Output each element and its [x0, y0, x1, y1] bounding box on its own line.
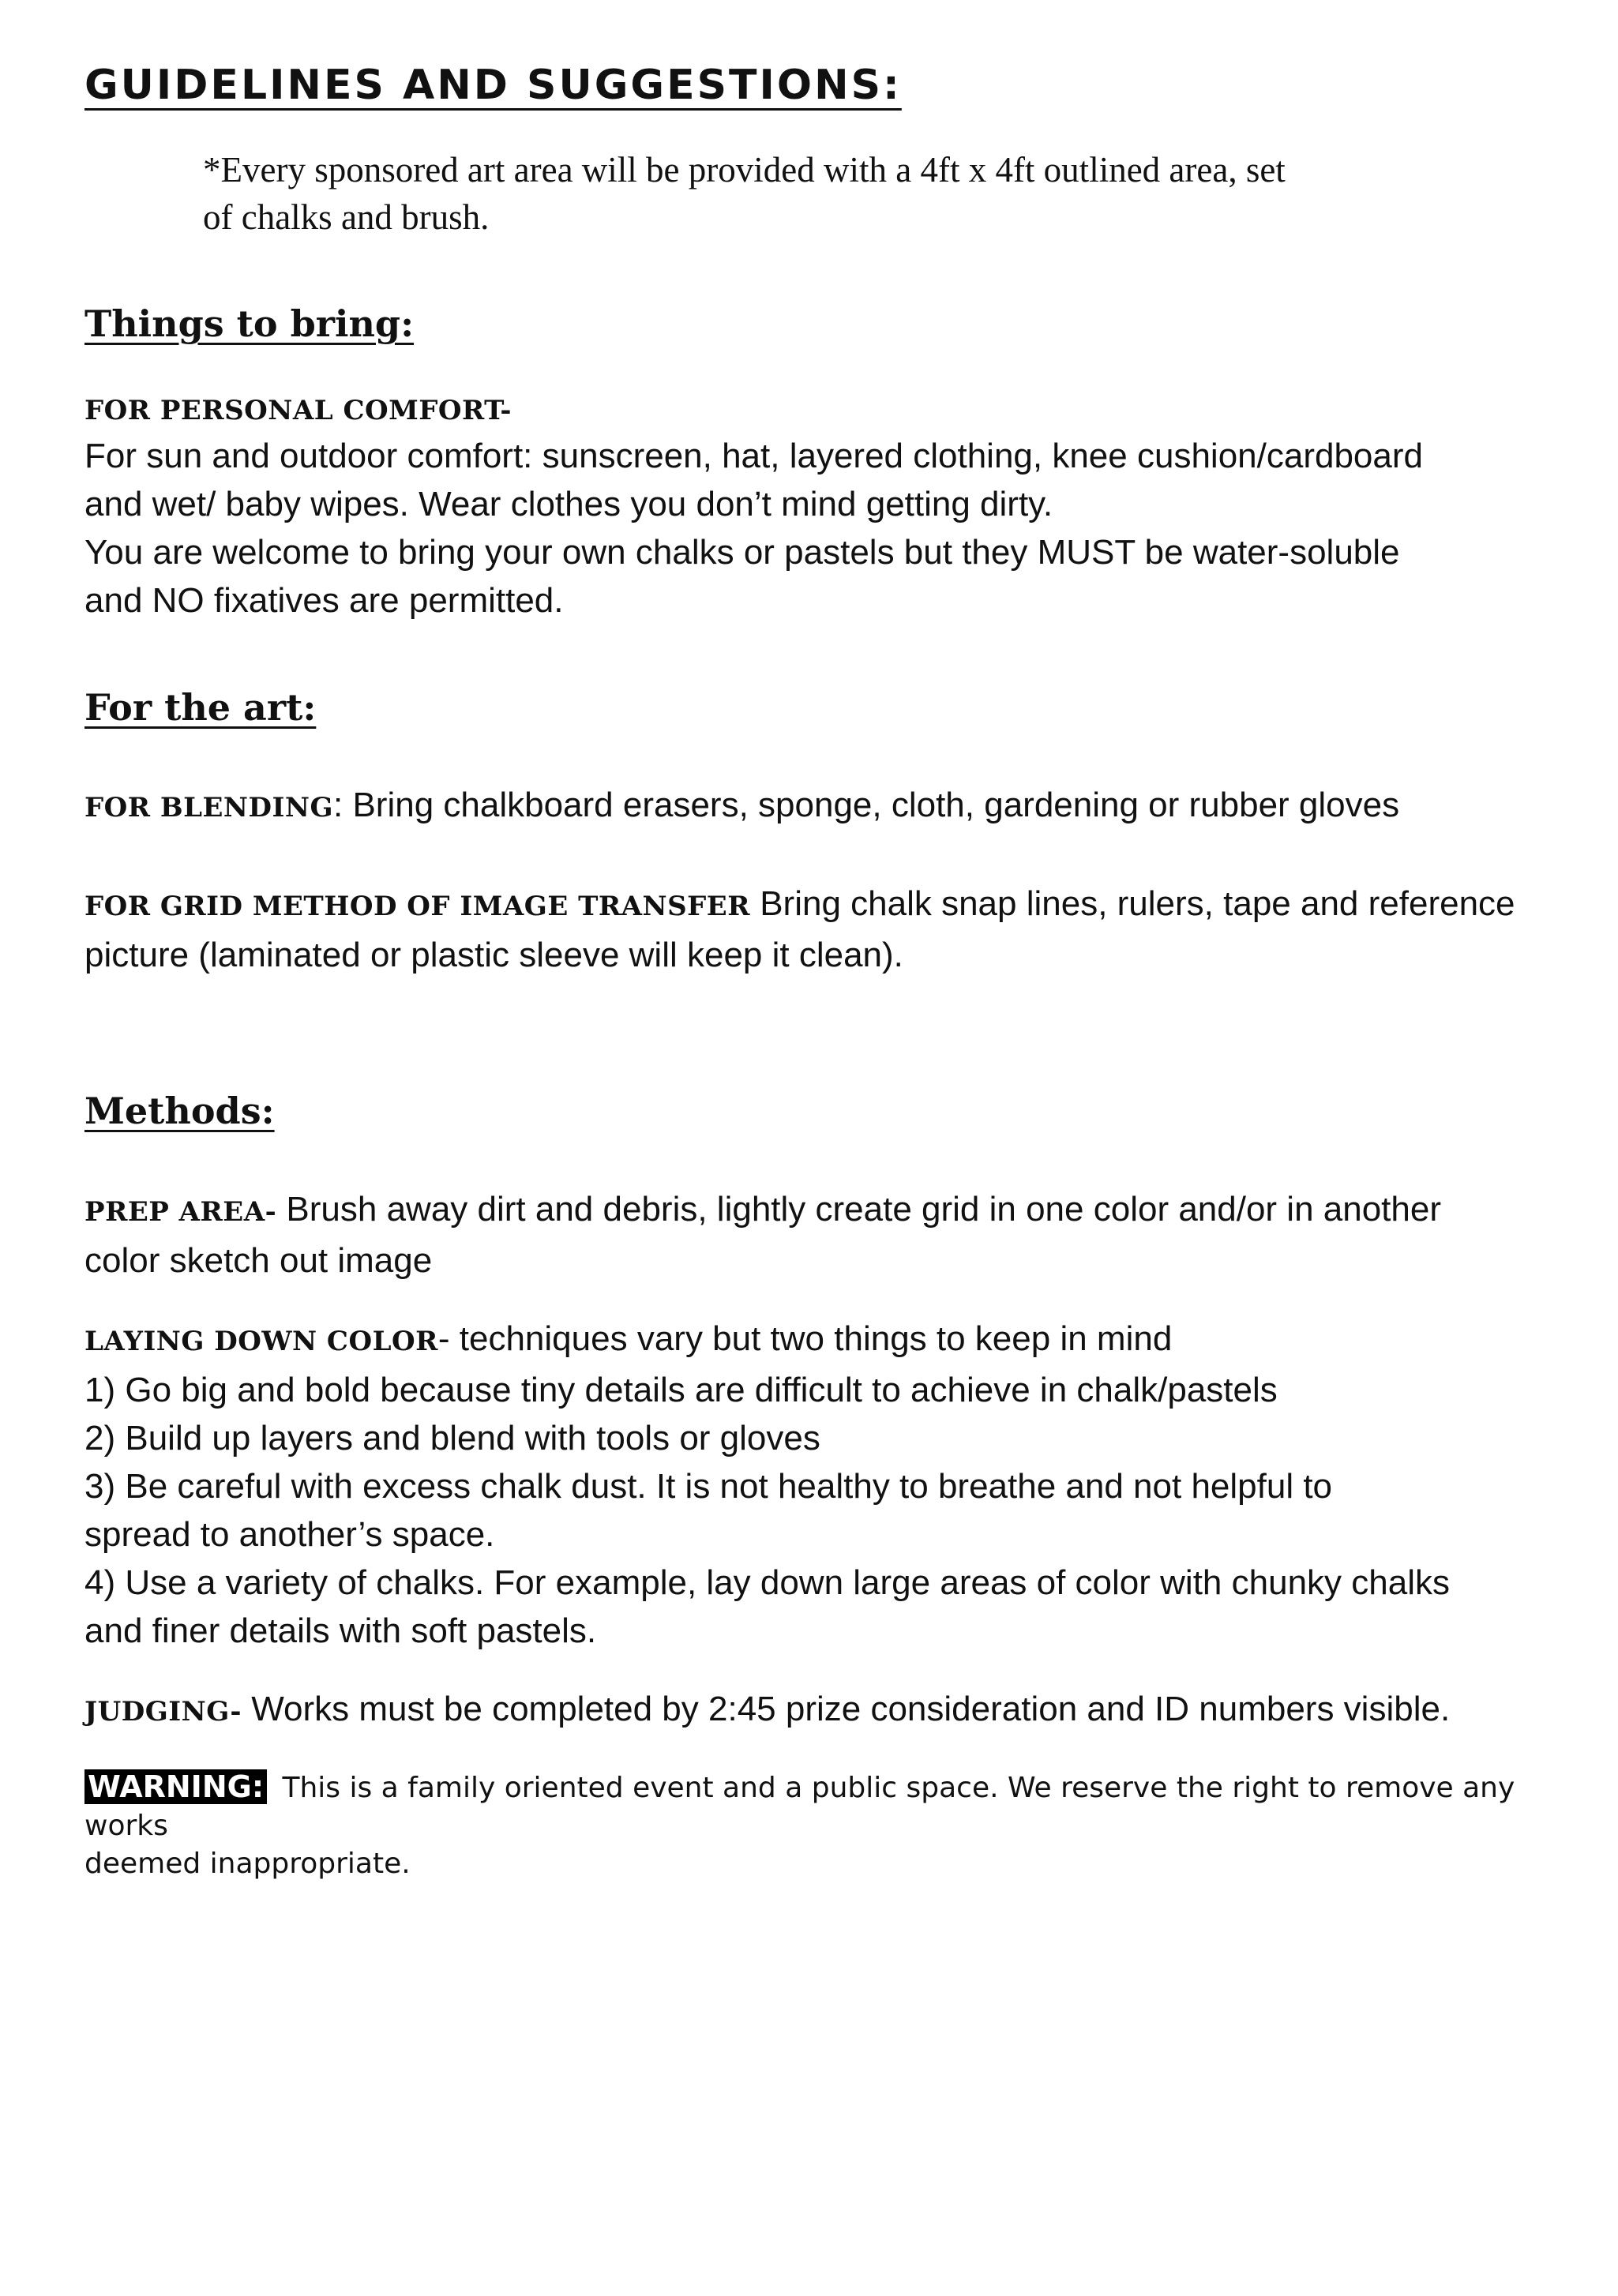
- page-title: GUIDELINES AND SUGGESTIONS:: [84, 62, 902, 109]
- intro-line: of chalks and brush.: [203, 197, 490, 238]
- list-item: 2) Build up layers and blend with tools or gloves: [84, 1418, 820, 1458]
- list-item: and finer details with soft pastels.: [84, 1611, 597, 1650]
- intro-paragraph: [203, 146, 1545, 241]
- list-item: 3) Be careful with excess chalk dust. It is not healthy to breathe and not helpful to: [84, 1466, 1333, 1506]
- prep-area-paragraph: [84, 1185, 1522, 1285]
- intro-line: *Every sponsored art area will be provided with a 4ft x 4ft outlined area, set: [203, 150, 1286, 190]
- blending-paragraph: [84, 781, 1522, 832]
- judging-text: Works must be completed by 2:45 prize consideration and ID numbers visible.: [242, 1689, 1451, 1728]
- list-item: 4) Use a variety of chalks. For example, lay down large areas of color with chunky chalks: [84, 1563, 1450, 1602]
- judging-paragraph: [84, 1685, 1522, 1736]
- paragraph-line: You are welcome to bring your own chalks or pastels but they MUST be water-soluble: [84, 533, 1400, 572]
- laying-down-color-label: LAYING DOWN COLOR: [84, 1325, 438, 1357]
- paragraph-line: color sketch out image: [84, 1240, 433, 1280]
- document-page: [84, 63, 1522, 1883]
- warning-label: WARNING:: [84, 1769, 267, 1804]
- paragraph-line: picture (laminated or plastic sleeve will keep it clean).: [84, 935, 903, 974]
- prep-area-label: PREP AREA-: [84, 1195, 277, 1228]
- warning-paragraph: [84, 1768, 1522, 1883]
- judging-label: JUDGING-: [84, 1695, 242, 1728]
- laying-down-color-text: - techniques vary but two things to keep in mind: [437, 1319, 1173, 1358]
- list-item: spread to another’s space.: [84, 1514, 495, 1554]
- grid-method-line: [84, 880, 1522, 931]
- personal-comfort-label: FOR PERSONAL COMFORT-: [84, 395, 512, 427]
- list-item: 1) Go big and bold because tiny details are difficult to achieve in chalk/pastels: [84, 1370, 1278, 1409]
- blending-label: FOR BLENDING: [84, 791, 333, 823]
- personal-comfort-label-row: [84, 395, 1522, 432]
- methods-heading: Methods:: [84, 1089, 275, 1132]
- things-to-bring-heading: Things to bring:: [84, 302, 415, 346]
- for-the-art-heading: For the art:: [84, 686, 317, 730]
- blending-text: : Bring chalkboard erasers, sponge, cloth, gardening or rubber gloves: [333, 785, 1400, 824]
- paragraph-line: For sun and outdoor comfort: sunscreen, hat, layered clothing, knee cushion/cardboard: [84, 437, 1423, 476]
- warning-line: [84, 1768, 1522, 1845]
- grid-method-paragraph: [84, 880, 1522, 979]
- laying-down-color-line: [84, 1315, 1522, 1366]
- personal-comfort-paragraph: [84, 432, 1522, 625]
- paragraph-line: and NO fixatives are permitted.: [84, 581, 564, 621]
- prep-area-text: Brush away dirt and debris, lightly create grid in one color and/or in another: [276, 1189, 1442, 1229]
- grid-method-label: FOR GRID METHOD OF IMAGE TRANSFER: [84, 890, 750, 922]
- grid-method-text: Bring chalk snap lines, rulers, tape and reference: [749, 884, 1515, 923]
- paragraph-line: and wet/ baby wipes. Wear clothes you don’t mind getting dirty.: [84, 485, 1053, 524]
- paragraph-line: deemed inappropriate.: [84, 1847, 411, 1880]
- laying-down-color-paragraph: [84, 1315, 1522, 1655]
- prep-area-line: [84, 1185, 1522, 1236]
- warning-text: This is a family oriented event and a public space. We reserve the right to remove any works: [84, 1771, 1515, 1842]
